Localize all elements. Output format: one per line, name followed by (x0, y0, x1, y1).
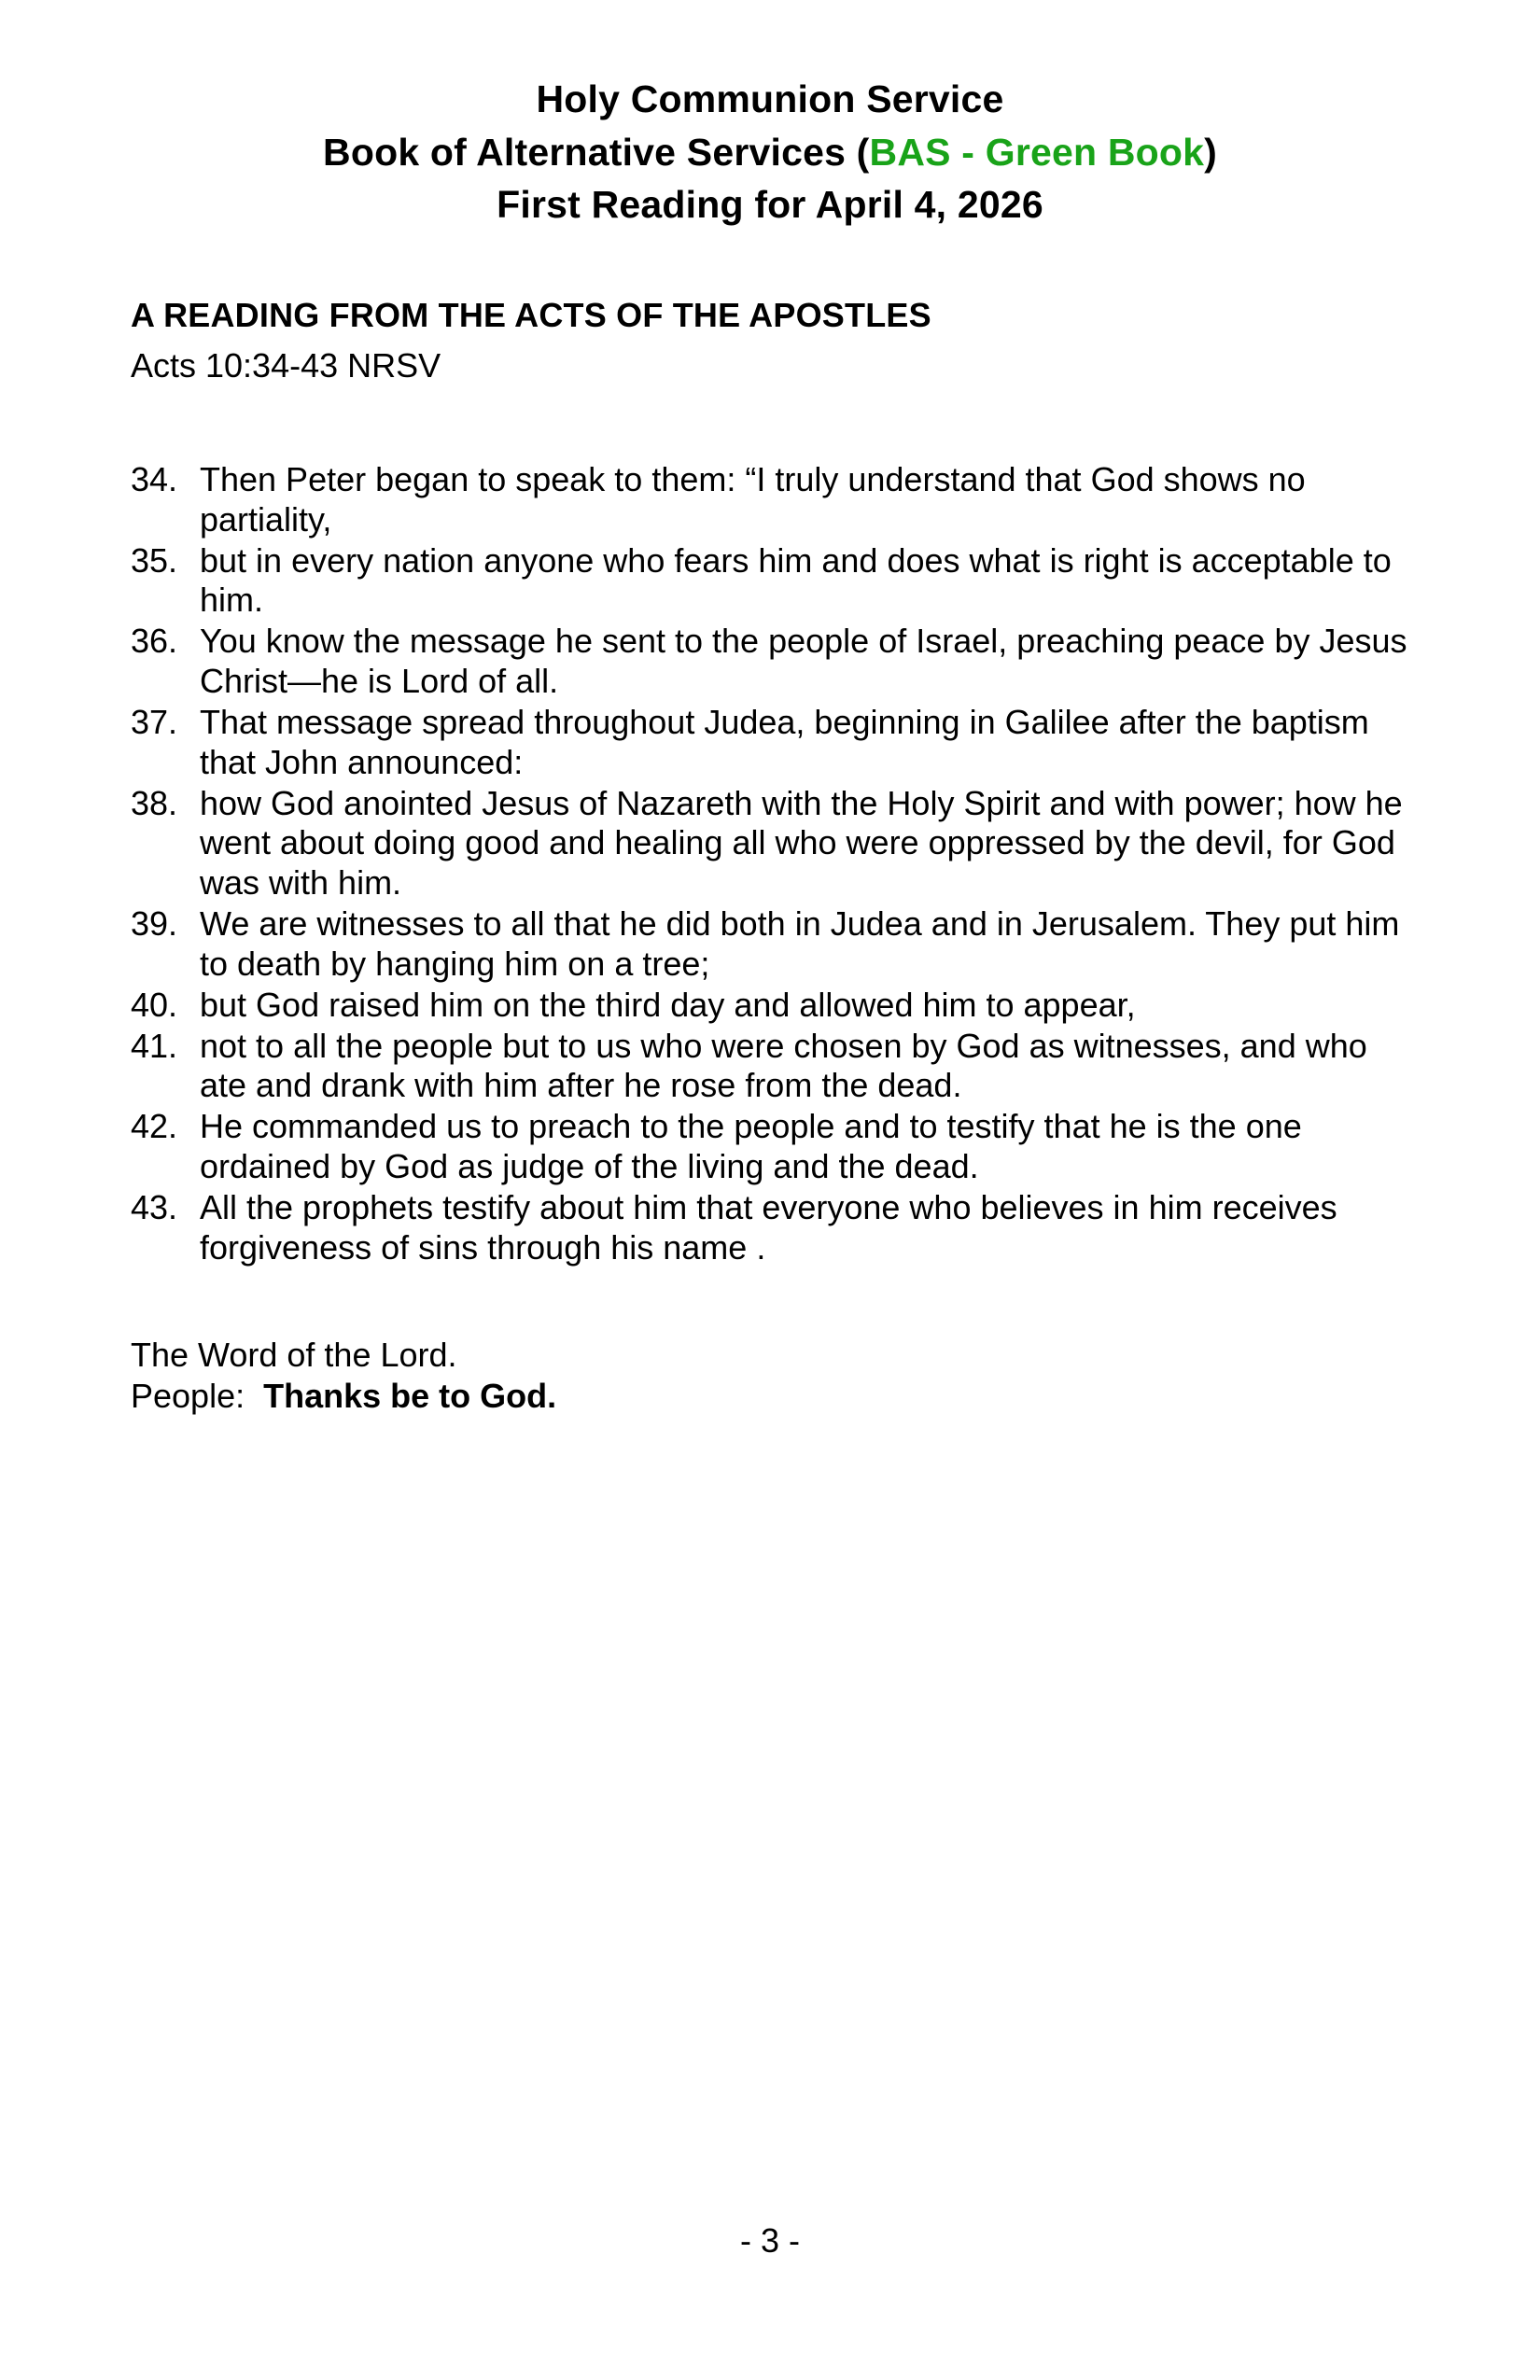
verse-text: He commanded us to preach to the people and to testify that he is the one ordained by God as judge of the living and the dead. (200, 1107, 1302, 1185)
verse-number: 34. (131, 459, 178, 498)
verse-number: 38. (131, 783, 178, 822)
reading-heading: A READING FROM THE ACTS OF THE APOSTLES (131, 295, 931, 334)
verse-number: 40. (131, 985, 178, 1024)
document-header (0, 0, 1540, 231)
page-footer (0, 2221, 1540, 2261)
book-title-prefix: Book of Alternative Services ( (323, 130, 870, 174)
verse-number: 43. (131, 1187, 178, 1226)
verse-number: 36. (131, 622, 178, 661)
verse-item (131, 1027, 1419, 1107)
service-book-line (0, 126, 1540, 179)
reading-citation: Acts 10:34-43 NRSV (131, 346, 441, 385)
verse-text: That message spread throughout Judea, beginning in Galilee after the baptism that John announced: (200, 702, 1369, 781)
verse-item (131, 986, 1419, 1026)
people-response: Thanks be to God. (263, 1377, 557, 1416)
verse-item (131, 904, 1419, 985)
verse-item (131, 460, 1419, 540)
verse-number: 37. (131, 702, 178, 741)
verse-text: but God raised him on the third day and allowed him to appear, (200, 985, 1136, 1024)
book-title-green: BAS - Green Book (869, 130, 1205, 174)
verse-item (131, 784, 1419, 903)
people-label: People: (131, 1377, 245, 1416)
closing-block (131, 1335, 1419, 1417)
verse-text: We are witnesses to all that he did both in Judea and in Jerusalem. They put him to death by hanging him on a tree; (200, 904, 1400, 983)
verse-text: how God anointed Jesus of Nazareth with the Holy Spirit and with power; how he went about doing good and healing all who were oppressed by the devil, for God was with him. (200, 783, 1403, 903)
verse-number: 35. (131, 540, 178, 580)
people-response-line (131, 1376, 1419, 1417)
verse-item (131, 541, 1419, 622)
word-of-the-lord-line: The Word of the Lord. (131, 1336, 457, 1375)
verse-item (131, 1107, 1419, 1187)
verse-text: All the prophets testify about him that everyone who believes in him receives forgiveness of sins through his name . (200, 1187, 1337, 1267)
verse-text: but in every nation anyone who fears him and does what is right is acceptable to him. (200, 540, 1392, 620)
book-title-suffix: ) (1204, 130, 1217, 174)
verse-text: You know the message he sent to the people of Israel, preaching peace by Jesus Christ—he is Lord of all. (200, 622, 1407, 701)
verse-item (131, 1188, 1419, 1268)
verse-item (131, 703, 1419, 783)
verse-number: 42. (131, 1107, 178, 1146)
page-number: - 3 - (739, 2221, 800, 2260)
verse-item (131, 622, 1419, 702)
reading-date-line: First Reading for April 4, 2026 (497, 183, 1043, 227)
verse-number: 39. (131, 904, 178, 944)
verse-text: Then Peter began to speak to them: “I truly understand that God shows no partiality, (200, 459, 1306, 539)
verse-list (131, 460, 1419, 1268)
service-title: Holy Communion Service (536, 77, 1004, 120)
verse-text: not to all the people but to us who were chosen by God as witnesses, and who ate and drank with him after he rose from the dead. (200, 1026, 1367, 1105)
verse-number: 41. (131, 1026, 178, 1065)
reading-body (131, 293, 1419, 1418)
